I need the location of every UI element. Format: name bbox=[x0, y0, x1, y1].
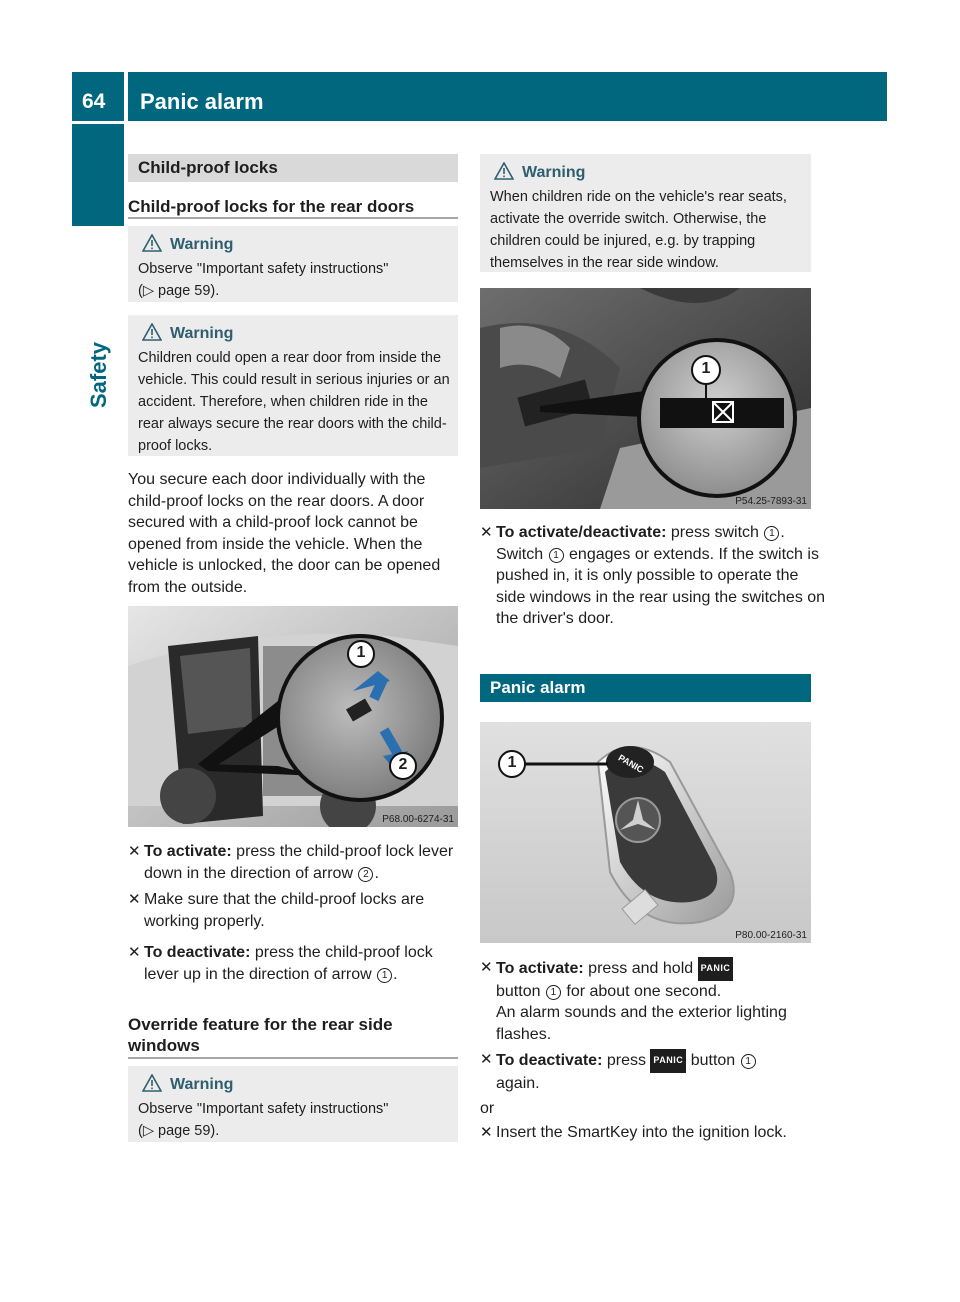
subheading-rule bbox=[128, 217, 458, 219]
warning-box-2 bbox=[128, 315, 458, 456]
step-panic-deactivate: ✕ To deactivate: press PANIC button 1 again. bbox=[480, 1049, 827, 1094]
smartkey-illustration bbox=[480, 722, 811, 943]
header-divider bbox=[124, 72, 128, 121]
callout-ref: 2 bbox=[358, 867, 373, 882]
svg-text:PANIC: PANIC bbox=[616, 752, 646, 775]
or-text: or bbox=[480, 1100, 495, 1117]
section-heading-panic-alarm: Panic alarm bbox=[480, 674, 811, 702]
step-insert-smartkey: ✕ Insert the SmartKey into the ignition lock. bbox=[480, 1122, 827, 1144]
step-deactivate: ✕ To deactivate: press the child-proof lock lever up in the direction of arrow 1 . bbox=[128, 944, 433, 983]
step-bullet-icon: ✕ bbox=[480, 959, 493, 976]
step-activate: ✕ To activate: press the child-proof lock lever down in the direction of arrow 2 . bbox=[128, 843, 454, 882]
warning-triangle-icon bbox=[142, 1074, 162, 1092]
panic-button-icon: PANIC bbox=[698, 957, 734, 981]
switch-photo bbox=[480, 288, 811, 509]
warning-triangle-icon bbox=[494, 162, 514, 180]
figure-code: P68.00-6274-31 bbox=[382, 814, 454, 825]
warning-text: Observe "Important safety instructions" bbox=[138, 1101, 389, 1117]
step-bullet-icon: ✕ bbox=[128, 944, 141, 961]
step-activate-deactivate: ✕ To activate/deactivate: press switch 1 . Switch 1 engages or extends. If the switch is pushed in, it is only possible to operate the side windows in the rear using the switches on the driver's door. bbox=[480, 524, 826, 627]
section-heading-child-proof-locks: Child-proof locks bbox=[128, 154, 458, 182]
door-photo bbox=[128, 606, 458, 827]
subheading-rule bbox=[128, 1057, 458, 1059]
warning-box-4 bbox=[480, 154, 811, 272]
callout-2: 2 bbox=[398, 756, 408, 773]
page-title: Panic alarm bbox=[140, 89, 264, 114]
callout-ref: 1 bbox=[549, 548, 564, 563]
warning-title: Warning bbox=[170, 325, 234, 342]
subheading-override: Override feature for the rear side windows bbox=[128, 1015, 393, 1055]
warning-text: Observe "Important safety instructions" bbox=[138, 261, 389, 277]
subheading-rear-doors: Child-proof locks for the rear doors bbox=[128, 197, 415, 216]
step-bullet-icon: ✕ bbox=[480, 1124, 493, 1141]
door-illustration bbox=[128, 606, 458, 827]
callout-1: 1 bbox=[356, 644, 366, 661]
step-check: ✕ Make sure that the child-proof locks are working properly. bbox=[128, 891, 425, 930]
step-panic-activate: ✕ To activate: press and hold PANIC button 1 for about one second. An alarm sounds and the exterior lighting flashes. bbox=[480, 959, 787, 1043]
figure-code: P54.25-7893-31 bbox=[735, 496, 807, 507]
callout-ref: 1 bbox=[377, 968, 392, 983]
warning-title: Warning bbox=[170, 236, 234, 253]
page-reference[interactable]: (▷ page 59). bbox=[138, 283, 220, 299]
step-bullet-icon: ✕ bbox=[480, 524, 493, 541]
callout-1: 1 bbox=[507, 754, 517, 771]
warning-box-1 bbox=[128, 226, 458, 302]
warning-triangle-icon bbox=[142, 323, 162, 341]
step-bullet-icon: ✕ bbox=[480, 1051, 493, 1068]
callout-ref: 1 bbox=[764, 526, 779, 541]
warning-title: Warning bbox=[522, 164, 586, 181]
warning-text: When children ride on the vehicle's rear seats, activate the override switch. Otherwise, the children could be injured, e.g. by trapping themselves in the rear side window. bbox=[490, 189, 787, 271]
intro-paragraph: You secure each door individually with the child-proof locks on the rear doors. A door secured with a child-proof lock cannot be opened from inside the vehicle. When the vehicle is unlocked, the door can be opened from the outside. bbox=[128, 471, 441, 596]
warning-triangle-icon bbox=[142, 234, 162, 252]
key-photo bbox=[480, 722, 811, 943]
callout-1: 1 bbox=[701, 360, 711, 377]
panic-button-icon: PANIC bbox=[650, 1049, 686, 1073]
step-bullet-icon: ✕ bbox=[128, 891, 141, 908]
figure-code: P80.00-2160-31 bbox=[735, 930, 807, 941]
activate-result: An alarm sounds and the exterior lighting flashes. bbox=[496, 1004, 787, 1043]
section-tab-label: Safety bbox=[86, 341, 111, 408]
callout-ref: 1 bbox=[741, 1054, 756, 1069]
section-tab-marker bbox=[72, 124, 124, 226]
warning-box-3 bbox=[128, 1066, 458, 1142]
warning-text: Children could open a rear door from inside the vehicle. This could result in serious injuries or an accident. Therefore, when children ride in the rear always secure the rear doors with the child-proof locks. bbox=[138, 350, 450, 454]
page-number: 64 bbox=[82, 90, 106, 113]
door-switch-illustration bbox=[480, 288, 811, 509]
callout-ref: 1 bbox=[546, 985, 561, 1000]
warning-title: Warning bbox=[170, 1076, 234, 1093]
page-reference[interactable]: (▷ page 59). bbox=[138, 1123, 220, 1139]
step-bullet-icon: ✕ bbox=[128, 843, 141, 860]
